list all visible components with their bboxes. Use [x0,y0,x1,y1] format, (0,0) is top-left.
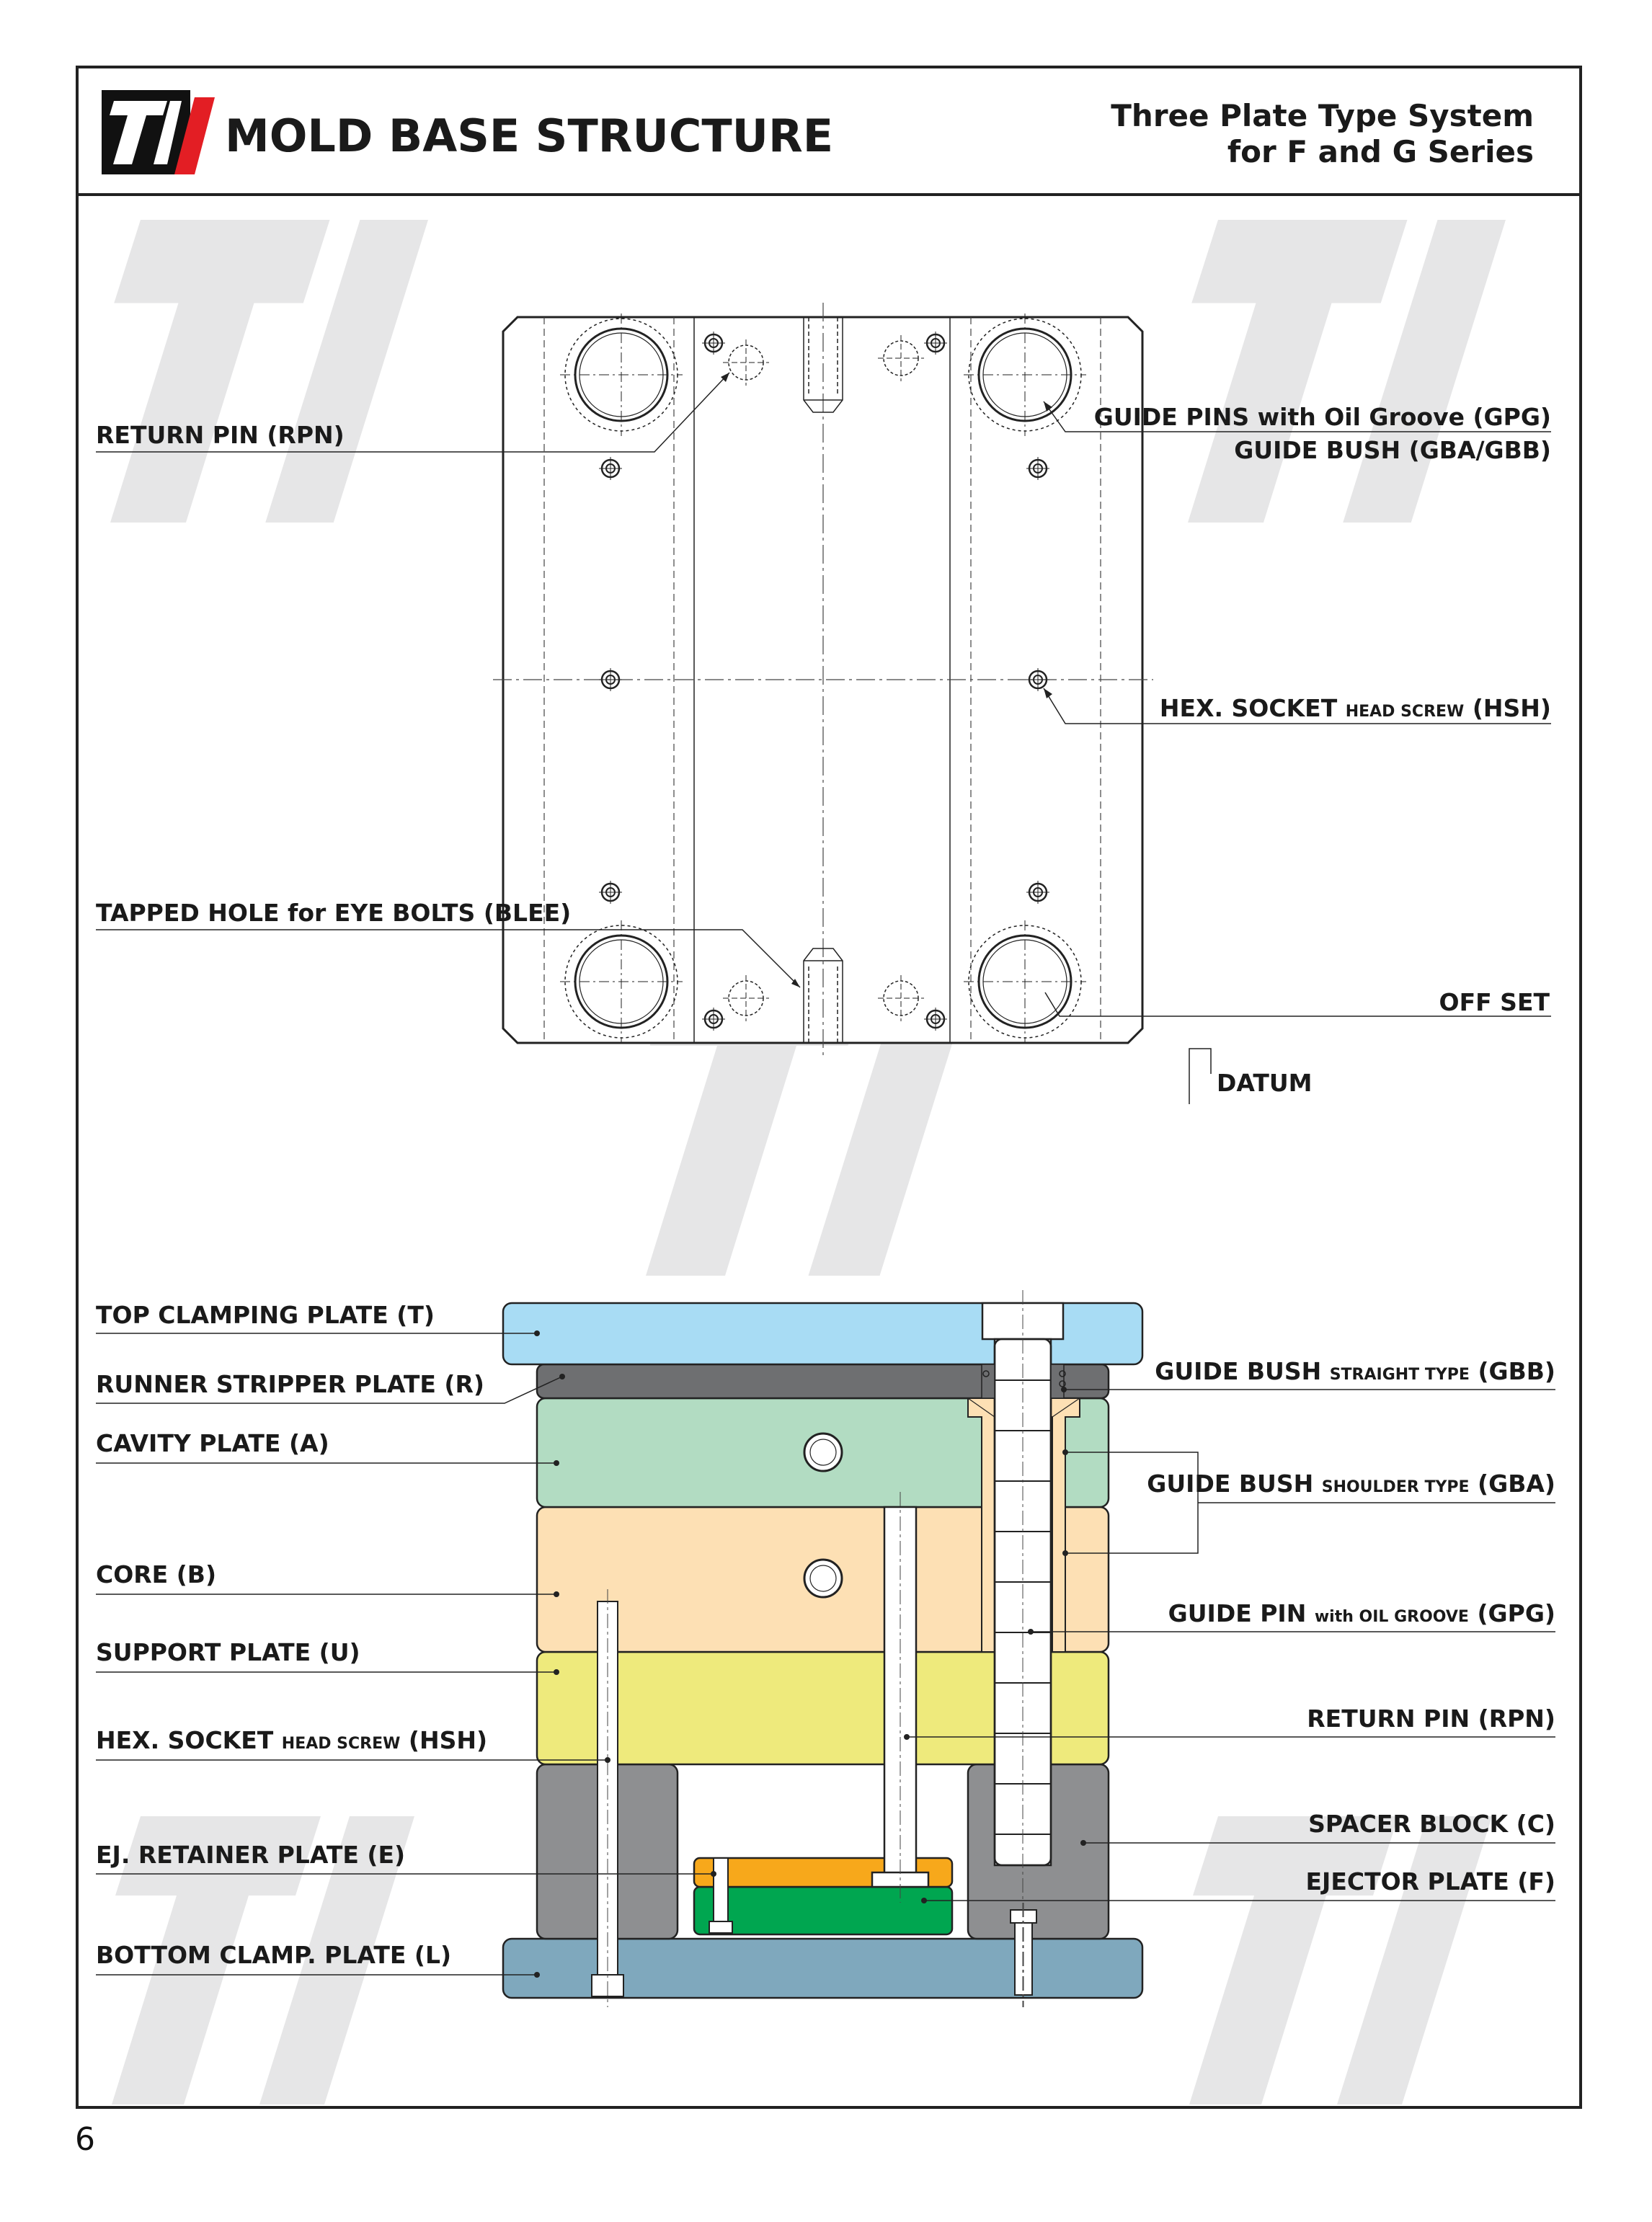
section-view [503,1290,1142,2007]
label-guide-bush: GUIDE BUSH (GBA/GBB) [1234,436,1551,464]
label-guide-pins: GUIDE PINS with Oil Groove (GPG) [1093,403,1551,431]
label-guide-pin: GUIDE PIN with OIL GROOVE (GPG) [1168,1599,1555,1627]
label-runner-stripper-plate: RUNNER STRIPPER PLATE (R) [96,1370,484,1398]
page-subtitle-line2: for F and G Series [1227,134,1534,169]
label-ejector-plate: EJECTOR PLATE (F) [1305,1867,1555,1896]
label-ej-retainer-plate: EJ. RETAINER PLATE (E) [96,1841,406,1869]
label-guide-bush-straight: GUIDE BUSH STRAIGHT TYPE (GBB) [1155,1357,1555,1385]
page-title: MOLD BASE STRUCTURE [225,110,834,162]
label-guide-bush-shoulder: GUIDE BUSH SHOULDER TYPE (GBA) [1147,1470,1555,1498]
label-tapped-hole: TAPPED HOLE for EYE BOLTS (BLEE) [96,899,572,927]
label-hex-socket-section: HEX. SOCKET HEAD SCREW (HSH) [96,1726,488,1754]
page-number: 6 [75,2121,95,2158]
label-core-plate: CORE (B) [96,1560,217,1588]
label-datum: DATUM [1217,1069,1313,1097]
brand-logo [102,90,215,174]
label-spacer-block: SPACER BLOCK (C) [1308,1810,1555,1838]
label-hex-socket-top: HEX. SOCKET HEAD SCREW (HSH) [1159,694,1551,722]
label-cavity-plate: CAVITY PLATE (A) [96,1429,329,1457]
label-support-plate: SUPPORT PLATE (U) [96,1638,360,1666]
page-subtitle-line1: Three Plate Type System [1111,98,1534,133]
label-top-clamping-plate: TOP CLAMPING PLATE (T) [96,1301,435,1329]
label-off-set: OFF SET [1439,988,1550,1016]
label-bottom-clamp-plate: BOTTOM CLAMP. PLATE (L) [96,1941,452,1969]
label-return-pin-top: RETURN PIN (RPN) [96,421,345,449]
label-return-pin-section: RETURN PIN (RPN) [1307,1705,1555,1733]
hex-socket-screw-bottom [1011,1903,1036,2007]
